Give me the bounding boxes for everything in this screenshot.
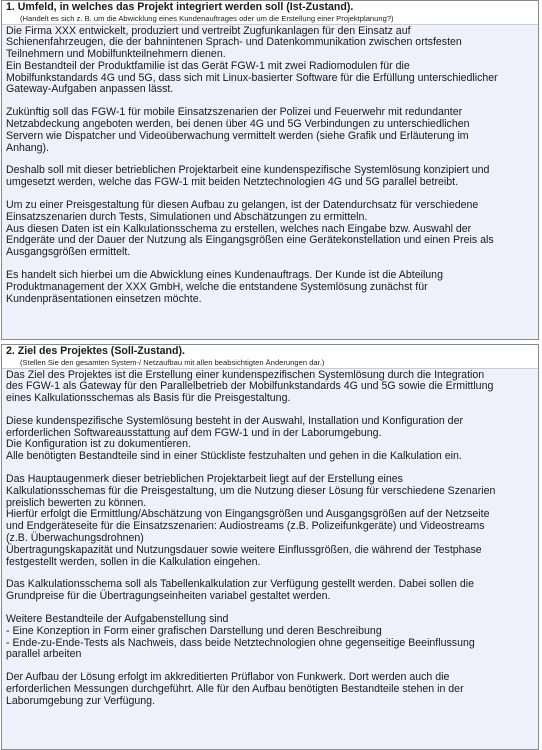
paragraph: Es handelt sich hierbei um die Abwicklung eines Kundenauftrags. Der Kunde ist die Abteilung Produktmanagement der XXX GmbH, welche die entstandene Systemlösung zunächst für Kundenpräsentationen einsetzen möchte. bbox=[6, 269, 443, 305]
paragraph: Der Aufbau der Lösung erfolgt im akkreditierten Prüflabor von Funkwerk. Dort werden auch die erforderlichen Messungen durchgeführt. Alle für den Aufbau benötigten Bestandteile stehen in der Laborumgebung zur Verfügung. bbox=[6, 671, 464, 707]
section-hint: (Stellen Sie den gesamten System-/ Netzaufbau mit allen beabsichtigten Änderungen dar.) bbox=[20, 357, 325, 367]
paragraph: Um zu einer Preisgestaltung für diesen Aufbau zu gelangen, ist der Datendurchsatz für verschiedene Einsatzszenarien durch Tests, Simulationen und Abschätzungen zu ermitteln. Aus diesen Daten ist ein Kalkulationsschema zu erstellen, welches nach Eingabe bzw. Auswahl der Endgeräte und der Dauer der Nutzung als Eingangsgrößen eine Gerätekonstellation und einen Preis als Ausgangsgrößen ermittelt. bbox=[6, 199, 494, 259]
section-header bbox=[2, 345, 538, 369]
section-body-text[interactable] bbox=[2, 25, 538, 306]
paragraph: Die Firma XXX entwickelt, produziert und vertreibt Zugfunkanlagen für den Einsatz auf Schienenfahrzeugen, die der bahnintenen Sprach- und Datenkommunikation zwischen ortsfesten Teilnehmern und Mobilfunkteilnehmern dienen. Ein Bestandteil der Produktfamilie ist das Gerät FGW-1 mit zwei Radiomodulen für die Mobilfunkstandards 4G und 5G, dass sich mit Linux-basierter Software für die Erfüllung unterschiedlicher Gateway-Aufgaben anpassen lässt. bbox=[6, 24, 498, 96]
section-hint: (Handelt es sich z. B. um die Abwicklung eines Kundenauftrages oder um die Erstellung einer Projektplanung?) bbox=[20, 13, 394, 23]
section-body-text[interactable] bbox=[2, 369, 538, 708]
section-heading: 2. Ziel des Projektes (Soll-Zustand). bbox=[6, 345, 185, 357]
paragraph: Das Hauptaugenmerk dieser betrieblichen Projektarbeit liegt auf der Erstellung eines Kalkulationsschemas für die Preisgestaltung, um die Nutzung dieser Lösung für verschiedene Szenarien preislich bewerten zu können. Hierfür erfolgt die Ermittlung/Abschätzung von Eingangsgrößen und Ausgangsgrößen auf der Netzseite und Endgeräteseite für die Einsatzszenarien: Audiostreams (z.B. Polizeifunkgeräte) und Videostreams (z.B. Überwachungsdrohnen) Übertragungskapazität und Nutzungsdauer sowie weitere Einflussgrößen, die während der Testphase festgestellt werden, sollen in die Kalkulation eingehen. bbox=[6, 473, 496, 568]
section-header bbox=[2, 1, 538, 25]
paragraph: Deshalb soll mit dieser betrieblichen Projektarbeit eine kundenspezifische Systemlösung konzipiert und umgesetzt werden, welche das FGW-1 mit beiden Netztechnologien 4G und 5G parallel betreibt. bbox=[6, 164, 490, 189]
section-heading: 1. Umfeld, in welches das Projekt integriert werden soll (Ist-Zustand). bbox=[6, 1, 354, 13]
paragraph: Das Ziel des Projektes ist die Erstellung einer kundenspezifischen Systemlösung durch die Integration des FGW-1 als Gateway für den Parallelbetrieb der Mobilfunkstandards 4G und 5G sowie die Ermittlung eines Kalkulationsschemas als Basis für die Preisgestaltung. bbox=[6, 368, 494, 405]
paragraph: Zukünftig soll das FGW-1 für mobile Einsatzszenarien der Polizei und Feuerwehr mit redundanter Netzabdeckung angeboten werden, bei denen über 4G und 5G Verbindungen zu unterschiedlichen Servern wie Dispatcher und Videoüberwachung vermittelt werden (siehe Grafik und Erläuterung im Anhang). bbox=[6, 106, 470, 154]
paragraph: Das Kalkulationsschema soll als Tabellenkalkulation zur Verfügung gestellt werden. Dabei sollen die Grundpreise für die Übertragungseinheiten variabel gestaltet werden. bbox=[6, 578, 474, 603]
paragraph: Diese kundenspezifische Systemlösung besteht in der Auswahl, Installation und Konfiguration der erforderlichen Softwareausstattung auf dem FGW-1 und in der Laborumgebung. Die Konfiguration ist zu dokumentieren. Alle benötigten Bestandteile sind in einer Stückliste festzuhalten und gehen in die Kalkulation ein. bbox=[6, 414, 463, 463]
paragraph: Weitere Bestandteile der Aufgabenstellung sind - Eine Konzeption in Form einer grafischen Darstellung und deren Beschreibung - Ende-zu-Ende-Tests als Nachweis, dass beide Netztechnologien ohne gegenseitige Beeinflussung parallel arbeiten bbox=[6, 613, 475, 661]
section-ist-zustand bbox=[1, 0, 539, 340]
section-soll-zustand bbox=[1, 344, 539, 750]
